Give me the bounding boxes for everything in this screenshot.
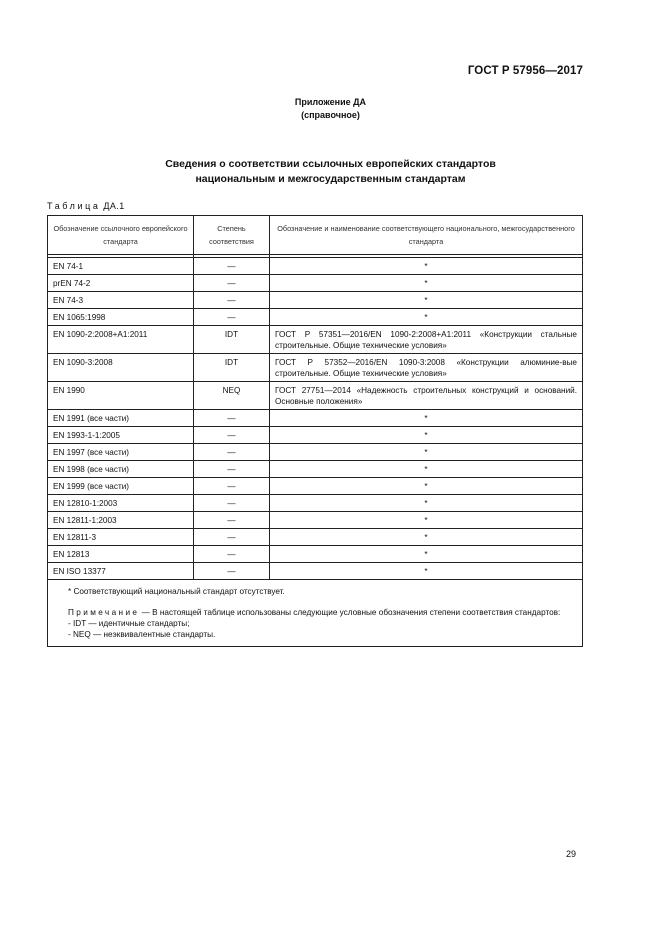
table-row — [48, 275, 583, 292]
cell-national: * — [270, 495, 583, 512]
cell-national: * — [270, 309, 583, 326]
cell-degree: — — [194, 309, 270, 326]
table-row — [48, 292, 583, 309]
section-title-line-2: национальным и межгосударственным стандартам — [195, 173, 466, 185]
cell-national: * — [270, 461, 583, 478]
cell-reference: prEN 74-2 — [48, 275, 194, 292]
cell-degree: — — [194, 258, 270, 275]
cell-degree: — — [194, 410, 270, 427]
table-row — [48, 546, 583, 563]
table-notes-row — [48, 580, 583, 647]
cell-reference: EN 74-3 — [48, 292, 194, 309]
cell-degree: IDT — [194, 326, 270, 354]
table-row — [48, 495, 583, 512]
table-row — [48, 258, 583, 275]
cell-reference: EN 1090-2:2008+A1:2011 — [48, 326, 194, 354]
cell-reference: EN 1997 (все части) — [48, 444, 194, 461]
cell-degree: — — [194, 292, 270, 309]
table-row — [48, 529, 583, 546]
cell-national: * — [270, 410, 583, 427]
cell-degree: — — [194, 512, 270, 529]
cell-national: * — [270, 529, 583, 546]
section-title-line-1: Сведения о соответствии ссылочных европейских стандартов — [165, 158, 496, 170]
cell-reference: EN 1993-1-1:2005 — [48, 427, 194, 444]
note-item-idt: - IDT — идентичные стандарты; — [68, 619, 190, 628]
header-degree: Степень соответствия — [194, 216, 270, 255]
cell-degree: — — [194, 427, 270, 444]
table-row — [48, 512, 583, 529]
standards-table — [47, 215, 583, 647]
cell-national: * — [270, 563, 583, 580]
note-item-neq: - NEQ — неэквивалентные стандарты. — [68, 630, 216, 639]
cell-reference: EN 12811-1:2003 — [48, 512, 194, 529]
cell-national: * — [270, 292, 583, 309]
cell-degree: — — [194, 444, 270, 461]
appendix-subtitle: (справочное) — [301, 110, 360, 120]
cell-reference: EN ISO 13377 — [48, 563, 194, 580]
cell-reference: EN 1990 — [48, 382, 194, 410]
note-text: — В настоящей таблице использованы следующие условные обозначения степени соответствия стандартов: — [141, 608, 561, 617]
cell-national: ГОСТ Р 57352—2016/EN 1090-3:2008 «Конструкции алюминие-вые строительные. Общие технические условия» — [270, 354, 583, 382]
cell-degree: IDT — [194, 354, 270, 382]
cell-national: * — [270, 546, 583, 563]
header-reference-standard: Обозначение ссылочного европейского стандарта — [48, 216, 194, 255]
table-footnote: * Соответствующий национальный стандарт отсутствует. — [68, 587, 285, 596]
table-row — [48, 444, 583, 461]
cell-reference: EN 1991 (все части) — [48, 410, 194, 427]
cell-reference: EN 12813 — [48, 546, 194, 563]
table-row — [48, 326, 583, 354]
cell-national: ГОСТ 27751—2014 «Надежность строительных конструкций и оснований. Основные положения» — [270, 382, 583, 410]
cell-reference: EN 1999 (все части) — [48, 478, 194, 495]
table-row — [48, 427, 583, 444]
table-caption — [47, 201, 125, 211]
table-note — [68, 607, 562, 618]
cell-national: * — [270, 275, 583, 292]
cell-degree: NEQ — [194, 382, 270, 410]
table-row — [48, 309, 583, 326]
cell-national: * — [270, 512, 583, 529]
page-number: 29 — [565, 849, 576, 859]
table-row — [48, 410, 583, 427]
cell-degree: — — [194, 461, 270, 478]
cell-degree: — — [194, 275, 270, 292]
table-row — [48, 563, 583, 580]
appendix-heading — [0, 96, 661, 122]
table-row — [48, 354, 583, 382]
cell-reference: EN 74-1 — [48, 258, 194, 275]
cell-reference: EN 1090-3:2008 — [48, 354, 194, 382]
table-header-row — [48, 216, 583, 255]
cell-degree: — — [194, 478, 270, 495]
table-row — [48, 478, 583, 495]
table-row — [48, 461, 583, 478]
cell-national: * — [270, 427, 583, 444]
cell-degree: — — [194, 546, 270, 563]
table-body — [48, 258, 583, 647]
cell-national: ГОСТ Р 57351—2016/EN 1090-2:2008+A1:2011 «Конструкции стальные строительные. Общие технические условия» — [270, 326, 583, 354]
table-caption-word: Таблица — [47, 201, 101, 211]
table-caption-number: ДА.1 — [103, 201, 125, 211]
cell-reference: EN 12810-1:2003 — [48, 495, 194, 512]
table-row — [48, 382, 583, 410]
cell-reference: EN 1065:1998 — [48, 309, 194, 326]
cell-degree: — — [194, 495, 270, 512]
cell-national: * — [270, 444, 583, 461]
table-notes — [48, 580, 583, 647]
cell-reference: EN 1998 (все части) — [48, 461, 194, 478]
cell-reference: EN 12811-3 — [48, 529, 194, 546]
cell-degree: — — [194, 563, 270, 580]
section-title — [0, 157, 661, 187]
appendix-title: Приложение ДА — [294, 97, 367, 107]
note-label: Примечание — [68, 608, 140, 617]
cell-degree: — — [194, 529, 270, 546]
header-national-standard: Обозначение и наименование соответствующего национального, межгосударственного стандарта — [270, 216, 583, 255]
cell-national: * — [270, 258, 583, 275]
document-code: ГОСТ Р 57956—2017 — [467, 65, 583, 77]
cell-national: * — [270, 478, 583, 495]
